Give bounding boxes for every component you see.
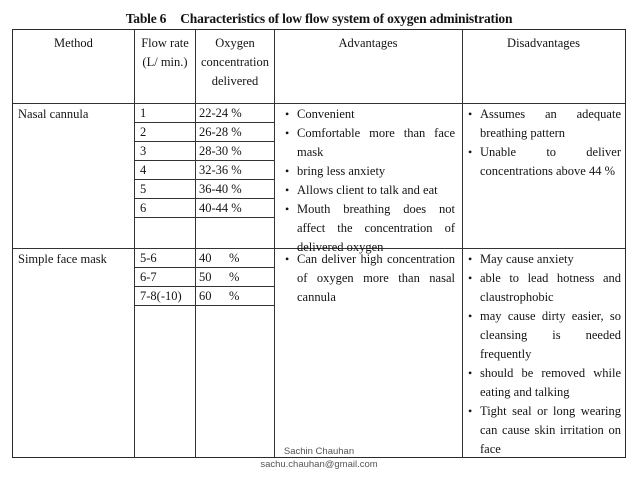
- header-advantages: Advantages: [338, 36, 398, 50]
- concentration-number: 60: [199, 289, 212, 303]
- list-item: • should be removed while eating and talking: [468, 364, 621, 402]
- list-item: • able to lead hotness and claustrophobic: [468, 269, 621, 307]
- concentration-number: 40: [199, 251, 212, 265]
- header-oxygen-concentration: Oxygen concentration delivered: [200, 36, 270, 88]
- list-item: • Convenient: [285, 105, 455, 124]
- header-disadvantages: Disadvantages: [507, 36, 580, 50]
- header-divider: [13, 103, 625, 104]
- concentration-value: 32-36 %: [199, 163, 242, 177]
- col-divider: [274, 30, 275, 457]
- concentration-unit: %: [229, 251, 240, 265]
- flow-value: 7-8(-10): [140, 289, 182, 303]
- concentration-value: 36-40 %: [199, 182, 242, 196]
- method-simple-face-mask: Simple face mask: [18, 252, 107, 266]
- nasal-disadvantages-list: [468, 105, 621, 181]
- flow-list: [140, 104, 192, 218]
- oxygen-table: [12, 29, 626, 458]
- list-item: • Mouth breathing does not affect the concentration of delivered oxygen: [285, 200, 455, 257]
- list-item: • May cause anxiety: [468, 250, 621, 269]
- concentration-list: [199, 104, 271, 218]
- list-item: • Unable to deliver concentrations above 44 %: [468, 143, 621, 181]
- header-flow-rate: Flow rate (L/ min.): [141, 36, 189, 69]
- list-item: • Can deliver high concentration of oxygen more than nasal cannula: [285, 250, 455, 307]
- concentration-number: 50: [199, 270, 212, 284]
- flow-value: 5: [140, 182, 147, 196]
- nasal-advantages-list: [285, 105, 455, 257]
- list-item: • Tight seal or long wearing can cause skin irritation on face: [468, 402, 621, 459]
- concentration-value: [199, 268, 271, 287]
- footer-email: sachu.chauhan@gmail.com: [260, 459, 378, 470]
- concentration-value: 22-24 %: [199, 106, 242, 120]
- concentration-list: [199, 249, 271, 306]
- table-caption: Characteristics of low flow system of oxygen administration: [180, 11, 513, 26]
- concentration-value: [199, 249, 271, 268]
- concentration-value: 28-30 %: [199, 144, 242, 158]
- flow-value: 6-7: [140, 270, 157, 284]
- header-method: Method: [54, 36, 93, 50]
- mask-disadvantages-list: [468, 250, 621, 459]
- flow-value: 2: [140, 125, 147, 139]
- flow-value: 4: [140, 163, 147, 177]
- table-number: Table 6: [125, 11, 167, 26]
- flow-value: 5-6: [140, 251, 157, 265]
- flow-value: 6: [140, 201, 147, 215]
- list-item: • Comfortable more than face mask: [285, 124, 455, 162]
- col-divider: [134, 30, 135, 457]
- concentration-unit: %: [229, 289, 240, 303]
- mask-advantages-list: [285, 250, 455, 307]
- method-nasal-cannula: Nasal cannula: [18, 107, 89, 121]
- flow-list: [140, 249, 192, 306]
- list-item: • may cause dirty easier, so cleansing is needed frequently: [468, 307, 621, 364]
- col-divider: [195, 30, 196, 457]
- list-item: • bring less anxiety: [285, 162, 455, 181]
- concentration-value: 26-28 %: [199, 125, 242, 139]
- flow-value: 1: [140, 106, 147, 120]
- concentration-unit: %: [229, 270, 240, 284]
- list-item: • Assumes an adequate breathing pattern: [468, 105, 621, 143]
- concentration-value: [199, 287, 271, 306]
- col-divider: [462, 30, 463, 457]
- footer-credit: [0, 445, 638, 471]
- flow-value: 3: [140, 144, 147, 158]
- footer-author: Sachin Chauhan: [283, 446, 355, 457]
- list-item: • Allows client to talk and eat: [285, 181, 455, 200]
- table-title: [0, 11, 638, 27]
- concentration-value: 40-44 %: [199, 201, 242, 215]
